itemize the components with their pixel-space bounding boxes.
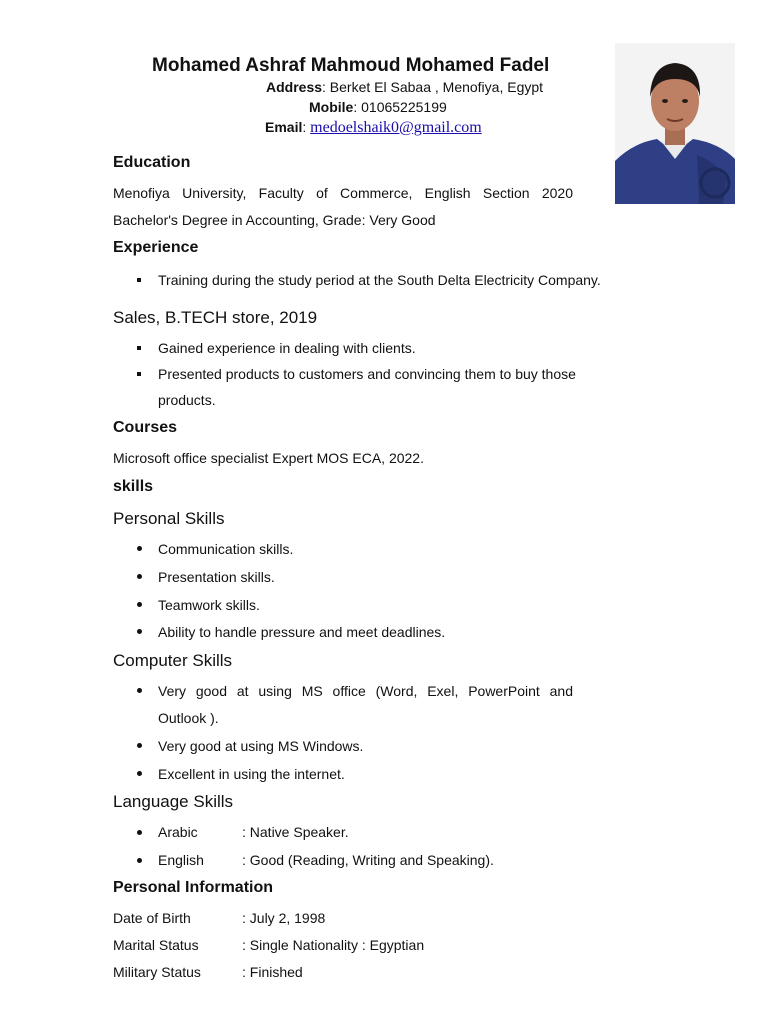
- computer-skill: Very good at using MS office (Word, Exel, PowerPoint and: [158, 683, 573, 699]
- bullet-dot: [137, 546, 142, 551]
- email-link[interactable]: medoelshaik0@gmail.com: [310, 119, 482, 136]
- job-item-continuation: products.: [158, 392, 216, 408]
- personal-skill: Communication skills.: [158, 541, 294, 557]
- info-label: Date of Birth: [113, 910, 191, 926]
- portrait-image: [615, 43, 735, 204]
- personal-skill: Ability to handle pressure and meet deadlines.: [158, 624, 446, 640]
- info-value: : July 2, 1998: [242, 910, 326, 926]
- applicant-name: Mohamed Ashraf Mahmoud Mohamed Fadel: [152, 55, 550, 76]
- language-level: : Native Speaker.: [242, 824, 349, 840]
- education-heading: Education: [113, 154, 191, 171]
- bullet-dot: [137, 830, 142, 835]
- mobile-value: : 01065225199: [353, 99, 447, 115]
- info-value: : Finished: [242, 964, 303, 980]
- education-university: [113, 185, 573, 201]
- language-skills-title: Language Skills: [113, 792, 234, 811]
- info-label: Marital Status: [113, 937, 199, 953]
- course-item: Microsoft office specialist Expert MOS ECA, 2022.: [113, 450, 424, 466]
- bullet-dot: [137, 688, 142, 693]
- experience-item: Training during the study period at the South Delta Electricity Company.: [158, 272, 601, 288]
- computer-skills-title: Computer Skills: [113, 651, 233, 670]
- email-separator: :: [302, 119, 311, 135]
- address-label: Address: [266, 79, 323, 95]
- bullet-dot: [137, 858, 142, 863]
- personal-skill: Teamwork skills.: [158, 597, 260, 613]
- bullet-square: [137, 346, 141, 350]
- profile-photo: [615, 43, 735, 204]
- computer-skill: Excellent in using the internet.: [158, 766, 345, 782]
- bullet-square: [137, 278, 141, 282]
- personal-skill: Presentation skills.: [158, 569, 275, 585]
- bullet-square: [137, 372, 141, 376]
- mobile-label: Mobile: [309, 99, 354, 115]
- courses-heading: Courses: [113, 419, 178, 436]
- personal-skills-title: Personal Skills: [113, 509, 225, 528]
- bullet-dot: [137, 771, 142, 776]
- education-university-text: Menofiya University, Faculty of Commerce, English Section 2020: [113, 185, 573, 201]
- personal-info-heading: Personal Information: [113, 879, 274, 896]
- bullet-dot: [137, 602, 142, 607]
- education-degree: Bachelor's Degree in Accounting, Grade: Very Good: [113, 212, 436, 228]
- bullet-dot: [137, 574, 142, 579]
- info-value: : Single Nationality : Egyptian: [242, 937, 425, 953]
- address-line: [266, 79, 543, 95]
- experience-heading: Experience: [113, 239, 199, 256]
- computer-skill-continuation: Outlook ).: [158, 710, 219, 726]
- job-title: Sales, B.TECH store, 2019: [113, 308, 318, 327]
- email-line: [265, 119, 482, 137]
- mobile-line: [309, 99, 447, 115]
- language-level: : Good (Reading, Writing and Speaking).: [242, 852, 494, 868]
- address-value: : Berket El Sabaa , Menofiya, Egypt: [322, 79, 544, 95]
- info-label: Military Status: [113, 964, 201, 980]
- email-label: Email: [265, 119, 303, 135]
- language-name: English: [158, 852, 204, 868]
- bullet-dot: [137, 629, 142, 634]
- skills-heading: skills: [113, 478, 154, 495]
- computer-skill: Very good at using MS Windows.: [158, 738, 364, 754]
- language-name: Arabic: [158, 824, 198, 840]
- job-item: Gained experience in dealing with clients.: [158, 340, 416, 356]
- job-item: Presented products to customers and convincing them to buy those: [158, 366, 576, 382]
- bullet-dot: [137, 743, 142, 748]
